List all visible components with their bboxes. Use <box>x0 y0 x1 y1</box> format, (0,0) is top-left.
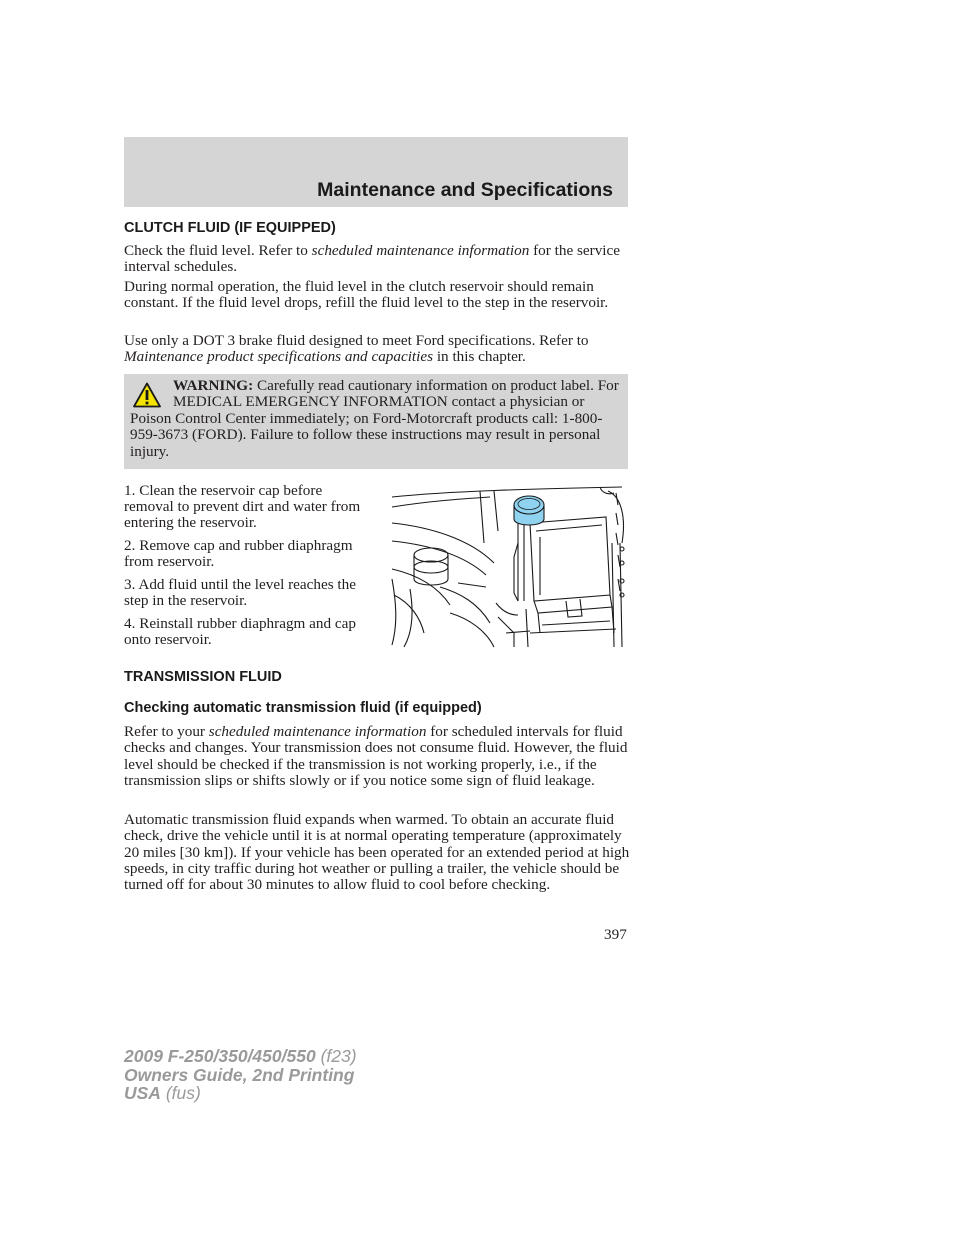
transmission-subheading: Checking automatic transmission fluid (if equipped) <box>124 700 482 716</box>
section-title: Maintenance and Specifications <box>317 179 613 201</box>
warning-text: WARNING: Carefully read cautionary information on product label. For MEDICAL EMERGENCY INFORMATION contact a physician or Poison Control Center immediately; on Ford-Motorcraft products call: 1-800-959-3673 (FORD). Failure to follow these instructions may result in personal injury. <box>130 377 619 460</box>
transmission-paragraph-1: Refer to your scheduled maintenance information for scheduled intervals for fluid checks and changes. Your transmission does not consume fluid. However, the fluid level should be checked if the transmission is not working properly, i.e., if the transmission slips or shifts slowly or if you notice some sign of fluid leakage. <box>124 723 628 789</box>
page-number: 397 <box>604 926 627 943</box>
footer-edition: 2009 F-250/350/450/550 (f23) Owners Guide, 2nd Printing USA (fus) <box>124 1046 357 1104</box>
clutch-fluid-heading: CLUTCH FLUID (IF EQUIPPED) <box>124 220 336 236</box>
step-2: 2. Remove cap and rubber diaphragm from reservoir. <box>124 537 353 571</box>
warning-box <box>124 374 628 469</box>
clutch-reservoir-diagram <box>390 483 630 649</box>
section-header-band <box>124 137 628 207</box>
step-4: 4. Reinstall rubber diaphragm and cap onto reservoir. <box>124 615 356 649</box>
clutch-paragraph-1: Check the fluid level. Refer to scheduled maintenance information for the service interval schedules. <box>124 242 620 276</box>
step-3: 3. Add fluid until the level reaches the step in the reservoir. <box>124 576 356 610</box>
clutch-paragraph-3: Use only a DOT 3 brake fluid designed to meet Ford specifications. Refer to Maintenance product specifications and capacities in this chapter. <box>124 332 589 366</box>
clutch-paragraph-2: During normal operation, the fluid level in the clutch reservoir should remain constant. If the fluid level drops, refill the fluid level to the step in the reservoir. <box>124 278 609 312</box>
transmission-fluid-heading: TRANSMISSION FLUID <box>124 669 282 685</box>
transmission-paragraph-2: Automatic transmission fluid expands when warmed. To obtain an accurate fluid check, drive the vehicle until it is at normal operating temperature (approximately 20 miles [30 km]). If your vehicle has been operated for an extended period at high speeds, in city traffic during hot weather or pulling a trailer, the vehicle should be turned off for about 30 minutes to allow fluid to cool before checking. <box>124 811 630 894</box>
warning-label: WARNING: <box>173 377 254 394</box>
step-1: 1. Clean the reservoir cap before removal to prevent dirt and water from entering the reservoir. <box>124 482 361 532</box>
